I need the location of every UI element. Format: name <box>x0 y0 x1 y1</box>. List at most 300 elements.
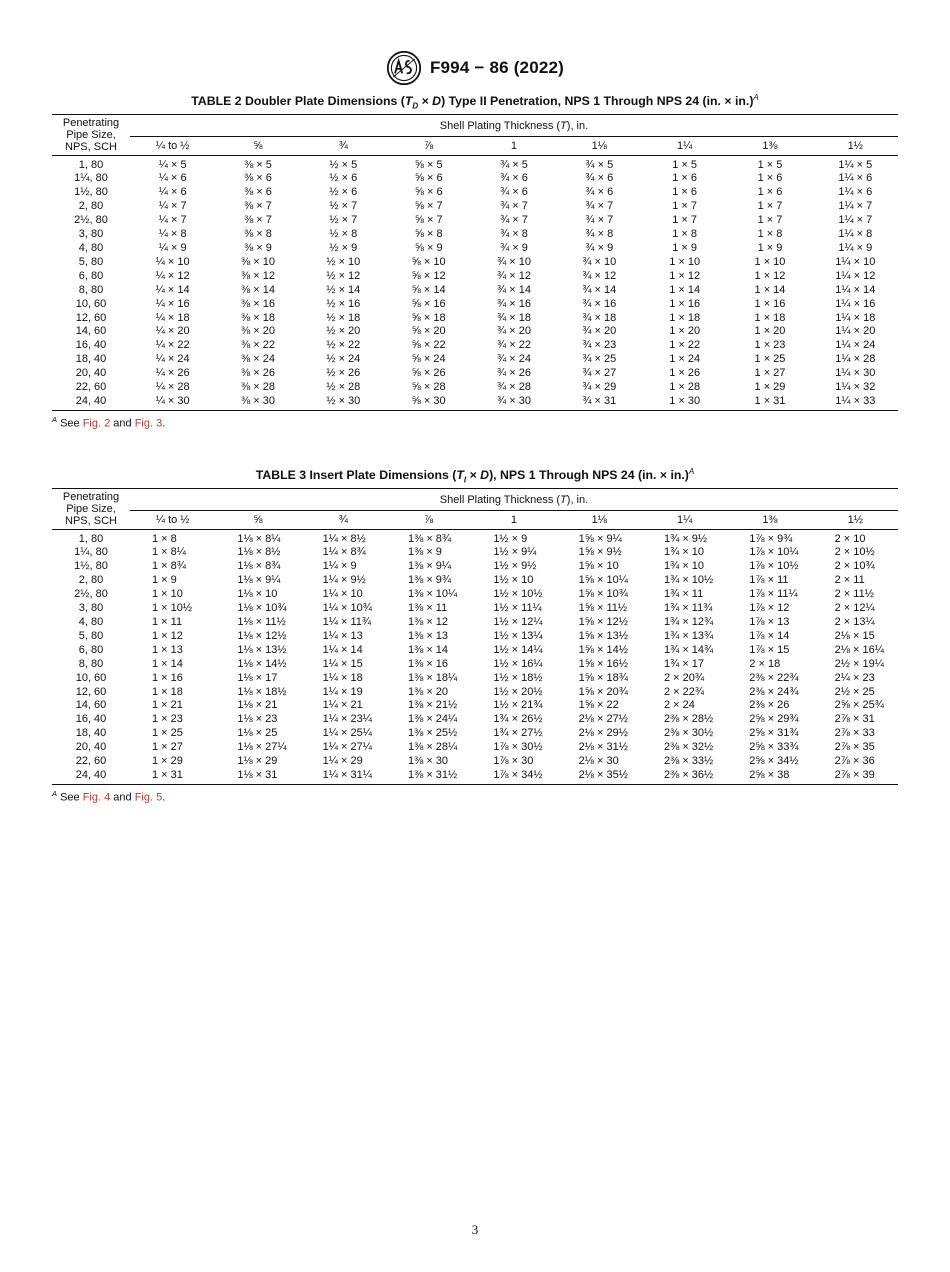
dimension-cell: ½ × 6 <box>329 186 358 199</box>
dimension-cell: 1⅜ × 16 <box>407 657 449 670</box>
dimension-cell: 2⅛ × 27½ <box>578 713 628 726</box>
table-row <box>52 686 898 700</box>
dimension-cell: 1¼ × 11¾ <box>322 615 372 628</box>
dimension-cell: 1¼ × 13 <box>322 629 363 642</box>
dimension-cell: 2½ × 19¼ <box>834 657 884 670</box>
dimension-cell: 1 × 11 <box>152 615 183 628</box>
dimension-cell: 1⅝ × 11½ <box>578 602 628 615</box>
dimension-cell: 1 × 16 <box>754 297 786 310</box>
thickness-column-header: 1 <box>471 510 556 529</box>
dimension-cell: 1¼ × 32 <box>835 381 876 394</box>
dimension-cell: 1¼ × 12 <box>835 269 876 282</box>
dimension-cell: ⅝ × 9 <box>414 241 443 254</box>
dimension-cell: ⅝ × 7 <box>414 200 443 213</box>
dimension-cell: ½ × 7 <box>329 214 358 227</box>
dimension-cell: 1⅜ × 30 <box>407 755 449 768</box>
dimension-cell: 1⅛ × 9¼ <box>237 574 281 587</box>
dimension-cell: 1⅛ × 8½ <box>237 546 281 559</box>
dimension-cell: 1¼ × 33 <box>813 395 898 410</box>
dimension-cell: 1⅝ × 14½ <box>578 643 628 656</box>
table-row <box>52 658 898 672</box>
pipe-size-cell: 12, 60 <box>75 685 107 698</box>
dimension-cell: ⅝ × 6 <box>414 186 443 199</box>
fig-4-link[interactable]: Fig. 4 <box>82 791 111 804</box>
dimension-cell: 2⅜ × 22¾ <box>749 671 799 684</box>
dimension-cell: 2 × 24 <box>663 699 695 712</box>
dimension-cell: ¾ × 7 <box>500 214 528 227</box>
dimension-cell: 1 × 10 <box>669 255 701 268</box>
dimension-cell: 2⅜ × 32½ <box>663 741 714 754</box>
dimension-cell: ⅜ × 12 <box>241 269 275 282</box>
dimension-cell: ¾ × 16 <box>582 297 617 310</box>
dimension-cell: 1¼ × 16 <box>835 297 876 310</box>
dimension-cell: ½ × 6 <box>329 172 358 185</box>
dimension-cell: ½ × 30 <box>301 395 386 410</box>
pipe-size-cell: 1¼, 80 <box>74 172 108 185</box>
dimension-cell: 1⅛ × 31 <box>215 769 300 784</box>
dimension-cell: ¾ × 20 <box>497 325 531 338</box>
thickness-column-header: ¼ to ½ <box>130 510 215 529</box>
dimension-cell: 1⅜ × 9¾ <box>407 574 452 587</box>
dimension-cell: ¾ × 27 <box>582 367 617 380</box>
dimension-cell: ½ × 12 <box>326 269 361 282</box>
dimension-cell: ⅝ × 7 <box>414 214 443 227</box>
dimension-cell: ¼ × 7 <box>158 214 187 227</box>
dimension-cell: ¾ × 28 <box>497 381 531 394</box>
dimension-cell: 1 × 16 <box>152 671 183 684</box>
dimension-cell: ¾ × 12 <box>582 269 617 282</box>
pipe-size-cell: 8, 80 <box>78 283 104 296</box>
dimension-cell: ⅜ × 18 <box>241 311 275 324</box>
table-row <box>52 769 898 784</box>
pipe-size-cell: 18, 40 <box>75 727 107 740</box>
insert-plate-table <box>52 488 898 785</box>
dimension-cell: 1 × 31 <box>727 395 812 410</box>
fig-3-link[interactable]: Fig. 3 <box>134 417 163 430</box>
dimension-cell: ¾ × 14 <box>497 283 531 296</box>
dimension-cell: ¼ × 10 <box>155 255 190 268</box>
dimension-cell: 1⅛ × 27¼ <box>237 741 287 754</box>
pipe-size-cell: 6, 80 <box>78 269 104 282</box>
dimension-cell: ¼ × 7 <box>158 200 187 213</box>
dimension-cell: 1 × 29 <box>152 755 183 768</box>
dimension-cell: 1½ × 10½ <box>493 588 543 601</box>
dimension-cell: 2 × 12¼ <box>834 602 875 615</box>
dimension-cell: 1¼ × 9 <box>322 560 357 573</box>
dimension-cell: 1 × 9 <box>152 574 177 587</box>
dimension-cell: 1¼ × 7 <box>838 200 873 213</box>
table-row <box>52 741 898 755</box>
dimension-cell: 2⅜ × 24¾ <box>749 685 799 698</box>
dimension-cell: 1 × 8¼ <box>152 546 186 559</box>
thickness-column-header: 1⅛ <box>557 510 642 529</box>
dimension-cell: 1½ × 20½ <box>493 685 543 698</box>
table-2-footnote: $^A$ See Fig. 2 and Fig. 3. <box>52 414 166 430</box>
dimension-cell: 1¼ × 23¼ <box>322 713 372 726</box>
dimension-cell: 2⅝ × 29¾ <box>749 713 799 726</box>
dimension-cell: ¾ × 5 <box>585 158 614 171</box>
dimension-cell: ⅜ × 6 <box>244 172 272 185</box>
dimension-cell: 1 × 28 <box>669 381 701 394</box>
dimension-cell: ¾ × 8 <box>500 228 528 241</box>
dimension-cell: 1 × 31 <box>130 769 215 784</box>
dimension-cell: ⅜ × 14 <box>241 283 275 296</box>
table-row <box>52 381 898 395</box>
dimension-cell: 1⅛ × 17 <box>237 671 278 684</box>
table-row <box>52 172 898 186</box>
pipe-size-cell: 20, 40 <box>75 367 107 380</box>
dimension-cell: 1 × 7 <box>672 200 698 213</box>
dimension-cell: ⅜ × 6 <box>244 186 272 199</box>
dimension-cell: 1 × 10½ <box>152 602 193 615</box>
dimension-cell: 1⅞ × 14 <box>749 629 790 642</box>
dimension-cell: 1¾ × 27½ <box>493 727 543 740</box>
fig-2-link[interactable]: Fig. 2 <box>82 417 111 430</box>
dimension-cell: 1 × 30 <box>642 395 727 410</box>
dimension-cell: 2 × 13¼ <box>834 615 875 628</box>
dimension-cell: ¼ × 28 <box>155 381 190 394</box>
table-row <box>52 395 898 410</box>
fig-5-link[interactable]: Fig. 5 <box>134 791 163 804</box>
dimension-cell: 2⅞ × 33 <box>834 727 875 740</box>
pipe-size-cell: 2, 80 <box>78 200 104 213</box>
dimension-cell: ½ × 16 <box>326 297 361 310</box>
thickness-column-header: 1 <box>471 136 556 155</box>
dimension-cell: 1¾ × 26½ <box>493 713 543 726</box>
dimension-cell: 1¼ × 8½ <box>322 532 366 545</box>
table-row <box>52 529 898 546</box>
dimension-cell: 1⅛ × 12½ <box>237 629 287 642</box>
dimension-cell: ¾ × 9 <box>500 241 528 254</box>
table-row <box>52 214 898 228</box>
dimension-cell: 2¼ × 23 <box>834 671 875 684</box>
pipe-size-cell: 10, 60 <box>75 671 107 684</box>
document-header <box>0 50 950 86</box>
dimension-cell: 1⅛ × 10 <box>237 588 278 601</box>
dimension-cell: 1⅞ × 15 <box>749 643 790 656</box>
dimension-cell: 1⅞ × 10½ <box>749 560 799 573</box>
dimension-cell: 1 × 16 <box>669 297 701 310</box>
penetrating-pipe-size-header: Penetrating Pipe Size, NPS, SCH <box>52 114 130 155</box>
table-2-block <box>52 93 898 430</box>
dimension-cell: 2⅞ × 35 <box>834 741 875 754</box>
pipe-size-cell: 1, 80 <box>78 532 104 545</box>
dimension-cell: ¾ × 25 <box>582 353 617 366</box>
astm-logo-icon <box>386 50 422 86</box>
dimension-cell: ½ × 5 <box>329 158 358 171</box>
dimension-cell: 1¾ × 10 <box>663 546 705 559</box>
dimension-cell: 1 × 8 <box>152 532 177 545</box>
thickness-column-header: 1½ <box>813 136 898 155</box>
shell-plating-thickness-header: Shell Plating Thickness (T), in. <box>130 488 898 510</box>
dimension-cell: 1¼ × 24 <box>835 339 876 352</box>
dimension-cell: 1 × 25 <box>152 727 183 740</box>
shell-plating-thickness-header: Shell Plating Thickness (T), in. <box>130 114 898 136</box>
dimension-cell: 1 × 10 <box>754 255 786 268</box>
dimension-cell: ⅝ × 30 <box>386 395 471 410</box>
dimension-cell: ½ × 8 <box>329 228 358 241</box>
dimension-cell: 1⅛ × 25 <box>237 727 278 740</box>
table-row <box>52 367 898 381</box>
dimension-cell: 2⅜ × 36½ <box>642 769 727 784</box>
dimension-cell: ½ × 22 <box>326 339 361 352</box>
dimension-cell: 1 × 22 <box>669 339 701 352</box>
dimension-cell: ¾ × 8 <box>585 228 614 241</box>
dimension-cell: ¾ × 9 <box>585 241 614 254</box>
dimension-cell: 1½ × 10 <box>493 574 534 587</box>
dimension-cell: 2⅛ × 15 <box>834 629 875 642</box>
dimension-cell: ¾ × 10 <box>497 255 531 268</box>
dimension-cell: 1⅝ × 10 <box>578 560 619 573</box>
dimension-cell: 1⅝ × 10¾ <box>578 588 628 601</box>
dimension-cell: ⅜ × 22 <box>241 339 275 352</box>
pipe-size-cell: 1, 80 <box>78 158 104 171</box>
dimension-cell: 1¼ × 8¾ <box>322 546 366 559</box>
dimension-cell: ¼ × 14 <box>155 283 190 296</box>
dimension-cell: ⅜ × 5 <box>244 158 272 171</box>
dimension-cell: 1⅛ × 14½ <box>237 657 287 670</box>
pipe-size-cell: 12, 60 <box>75 311 107 324</box>
table-3-title: TABLE 3 Insert Plate Dimensions $(T_I \times D)$, NPS 1 Through NPS 24 (in. × in.)$^A$ <box>255 467 695 485</box>
table-row <box>52 312 898 326</box>
dimension-cell: ¾ × 16 <box>497 297 531 310</box>
dimension-cell: 1¾ × 17 <box>663 657 705 670</box>
dimension-cell: 2⅛ × 30 <box>578 755 619 768</box>
table-row <box>52 588 898 602</box>
dimension-cell: 1⅜ × 13 <box>407 629 449 642</box>
dimension-cell: 1¼ × 30 <box>835 367 876 380</box>
table-row <box>52 699 898 713</box>
dimension-cell: ¾ × 24 <box>497 353 531 366</box>
dimension-cell: ¾ × 7 <box>585 214 614 227</box>
dimension-cell: 1 × 14 <box>669 283 701 296</box>
dimension-cell: 1 × 25 <box>754 353 786 366</box>
dimension-cell: 1¾ × 9½ <box>663 532 708 545</box>
dimension-cell: ⅜ × 16 <box>241 297 275 310</box>
dimension-cell: 1⅞ × 30½ <box>493 741 543 754</box>
dimension-cell: 1 × 24 <box>669 353 701 366</box>
table-row <box>52 270 898 284</box>
dimension-cell: 1⅛ × 18½ <box>237 685 287 698</box>
pipe-size-cell: 4, 80 <box>78 241 104 254</box>
dimension-cell: ⅜ × 30 <box>215 395 300 410</box>
dimension-cell: 1⅜ × 18¼ <box>407 671 458 684</box>
dimension-cell: ¾ × 6 <box>585 172 614 185</box>
dimension-cell: ¾ × 20 <box>582 325 617 338</box>
dimension-cell: 2⅞ × 36 <box>834 755 875 768</box>
dimension-cell: 1 × 8¾ <box>152 560 186 573</box>
dimension-cell: ¾ × 29 <box>582 381 617 394</box>
table-row <box>52 353 898 367</box>
standard-designation: F994 − 86 (2022) <box>429 58 565 77</box>
pipe-size-cell: 18, 40 <box>75 353 107 366</box>
dimension-cell: 2⅞ × 39 <box>813 769 898 784</box>
dimension-cell: 1¼ × 9 <box>838 241 873 254</box>
dimension-cell: 2⅞ × 31 <box>834 713 875 726</box>
dimension-cell: 1 × 23 <box>754 339 786 352</box>
dimension-cell: 1⅝ × 16½ <box>578 657 628 670</box>
dimension-cell: 1 × 27 <box>754 367 786 380</box>
dimension-cell: ⅝ × 26 <box>411 367 446 380</box>
dimension-cell: 2⅜ × 26 <box>749 699 790 712</box>
dimension-cell: 1 × 6 <box>672 172 698 185</box>
dimension-cell: ¼ × 30 <box>130 395 215 410</box>
thickness-column-header: ¾ <box>301 136 386 155</box>
dimension-cell: ⅝ × 14 <box>411 283 446 296</box>
dimension-cell: 1⅛ × 29 <box>237 755 278 768</box>
dimension-cell: ¾ × 31 <box>557 395 642 410</box>
dimension-cell: 1 × 6 <box>672 186 698 199</box>
dimension-cell: 1¼ × 10 <box>322 588 363 601</box>
dimension-cell: ¼ × 6 <box>158 186 187 199</box>
dimension-cell: ¼ × 18 <box>155 311 190 324</box>
dimension-cell: 1⅜ × 9¼ <box>407 560 452 573</box>
table-row <box>52 713 898 727</box>
table-row <box>52 186 898 200</box>
dimension-cell: 1¼ × 10 <box>835 255 876 268</box>
doubler-plate-table <box>52 114 898 411</box>
dimension-cell: 1⅝ × 22 <box>578 699 619 712</box>
dimension-cell: ¼ × 8 <box>158 228 187 241</box>
dimension-cell: 1¼ × 10¾ <box>322 602 372 615</box>
dimension-cell: 1½ × 12¼ <box>493 615 543 628</box>
table-3-block <box>52 467 898 804</box>
dimension-cell: 2⅜ × 33½ <box>663 755 714 768</box>
dimension-cell: 2⅜ × 30½ <box>663 727 714 740</box>
dimension-cell: ⅜ × 8 <box>244 228 272 241</box>
dimension-cell: ⅝ × 8 <box>414 228 443 241</box>
dimension-cell: 2⅝ × 34½ <box>749 755 799 768</box>
dimension-cell: 1 × 12 <box>669 269 701 282</box>
dimension-cell: 1 × 18 <box>754 311 786 324</box>
dimension-cell: ⅜ × 9 <box>244 241 272 254</box>
dimension-cell: 2 × 18 <box>749 657 781 670</box>
dimension-cell: ¾ × 14 <box>582 283 617 296</box>
table-row <box>52 298 898 312</box>
table-row <box>52 325 898 339</box>
dimension-cell: 2 × 11 <box>834 574 865 587</box>
pipe-size-cell: 6, 80 <box>78 643 104 656</box>
dimension-cell: ¾ × 18 <box>582 311 617 324</box>
pipe-size-cell: 10, 60 <box>75 297 107 310</box>
dimension-cell: 1 × 10 <box>152 588 183 601</box>
dimension-cell: 1 × 13 <box>152 643 183 656</box>
dimension-cell: 1 × 29 <box>754 381 786 394</box>
dimension-cell: 1¾ × 14¾ <box>663 643 714 656</box>
dimension-cell: 1¼ × 29 <box>322 755 363 768</box>
pipe-size-cell: 5, 80 <box>78 629 104 642</box>
dimension-cell: 1 × 26 <box>669 367 701 380</box>
dimension-cell: 1⅛ × 10¾ <box>237 602 287 615</box>
dimension-cell: 1 × 27 <box>152 741 183 754</box>
dimension-cell: 1⅜ × 20 <box>407 685 449 698</box>
dimension-cell: 1⅞ × 11 <box>749 574 789 587</box>
dimension-cell: 1⅜ × 10¼ <box>407 588 458 601</box>
dimension-cell: 1 × 7 <box>757 214 783 227</box>
pipe-size-cell: 20, 40 <box>75 741 107 754</box>
dimension-cell: 1¼ × 15 <box>322 657 363 670</box>
dimension-cell: 1 × 18 <box>669 311 701 324</box>
dimension-cell: ¾ × 6 <box>500 186 528 199</box>
dimension-cell: ½ × 28 <box>326 381 361 394</box>
dimension-cell: ¼ × 20 <box>155 325 190 338</box>
thickness-column-header: 1¼ <box>642 136 727 155</box>
dimension-cell: 2 × 10½ <box>834 546 875 559</box>
dimension-cell: ¾ × 5 <box>500 158 528 171</box>
dimension-cell: 1⅜ × 31½ <box>386 769 471 784</box>
dimension-cell: 2⅛ × 29½ <box>578 727 628 740</box>
dimension-cell: 1⅞ × 12 <box>749 602 790 615</box>
pipe-size-cell: 1½, 80 <box>74 560 108 573</box>
dimension-cell: 2 × 10¾ <box>834 560 875 573</box>
dimension-cell: 1⅞ × 34½ <box>471 769 556 784</box>
dimension-cell: 1 × 20 <box>754 325 786 338</box>
thickness-column-header: ¾ <box>301 510 386 529</box>
table-row <box>52 672 898 686</box>
dimension-cell: 1⅛ × 23 <box>237 713 278 726</box>
pipe-size-cell: 14, 60 <box>75 699 107 712</box>
dimension-cell: 1 × 12 <box>152 629 183 642</box>
dimension-cell: 1 × 5 <box>757 158 783 171</box>
dimension-cell: 1⅜ × 24¼ <box>407 713 458 726</box>
dimension-cell: ⅝ × 20 <box>411 325 446 338</box>
dimension-cell: 1¼ × 9½ <box>322 574 366 587</box>
dimension-cell: ¾ × 22 <box>497 339 531 352</box>
dimension-cell: 1¾ × 10 <box>663 560 705 573</box>
dimension-cell: 1⅜ × 9 <box>407 546 442 559</box>
dimension-cell: 1⅝ × 12½ <box>578 615 628 628</box>
dimension-cell: 2 × 20¾ <box>663 671 705 684</box>
dimension-cell: 1⅝ × 9¼ <box>578 532 622 545</box>
dimension-cell: ¼ × 9 <box>158 241 187 254</box>
dimension-cell: 1¼ × 25¼ <box>322 727 372 740</box>
table-row <box>52 546 898 560</box>
dimension-cell: 1½ × 9¼ <box>493 546 537 559</box>
dimension-cell: ⅝ × 22 <box>411 339 446 352</box>
dimension-cell: ¾ × 26 <box>497 367 531 380</box>
dimension-cell: ⅜ × 7 <box>244 214 272 227</box>
dimension-cell: ¾ × 18 <box>497 311 531 324</box>
pipe-size-cell: 1¼, 80 <box>74 546 108 559</box>
dimension-cell: ⅜ × 24 <box>241 353 275 366</box>
dimension-cell: 2⅝ × 25¾ <box>834 699 884 712</box>
dimension-cell: ⅜ × 26 <box>241 367 275 380</box>
dimension-cell: 1 × 6 <box>757 186 783 199</box>
table-row <box>52 574 898 588</box>
pipe-size-cell: 2, 80 <box>78 574 104 587</box>
dimension-cell: 1¼ × 14 <box>835 283 876 296</box>
table-row <box>52 256 898 270</box>
dimension-cell: ½ × 10 <box>326 255 361 268</box>
pipe-size-cell: 24, 40 <box>52 395 130 410</box>
dimension-cell: 1⅜ × 14 <box>407 643 449 656</box>
table-3-footnote: $^A$ See Fig. 4 and Fig. 5. <box>52 788 166 804</box>
table-row <box>52 228 898 242</box>
dimension-cell: 1 × 6 <box>757 172 783 185</box>
thickness-column-header: 1½ <box>813 510 898 529</box>
dimension-cell: 1¾ × 13¾ <box>663 629 714 642</box>
dimension-cell: 1⅜ × 25½ <box>407 727 458 740</box>
dimension-cell: 2⅝ × 38 <box>727 769 812 784</box>
thickness-column-header: ⅞ <box>386 136 471 155</box>
pipe-size-cell: 16, 40 <box>75 339 107 352</box>
dimension-cell: ¾ × 12 <box>497 269 531 282</box>
dimension-cell: ½ × 7 <box>329 200 358 213</box>
dimension-cell: 1¼ × 5 <box>838 158 873 171</box>
dimension-cell: 1 × 18 <box>152 685 183 698</box>
dimension-cell: 1¼ × 7 <box>838 214 873 227</box>
thickness-column-header: ⅝ <box>215 136 300 155</box>
